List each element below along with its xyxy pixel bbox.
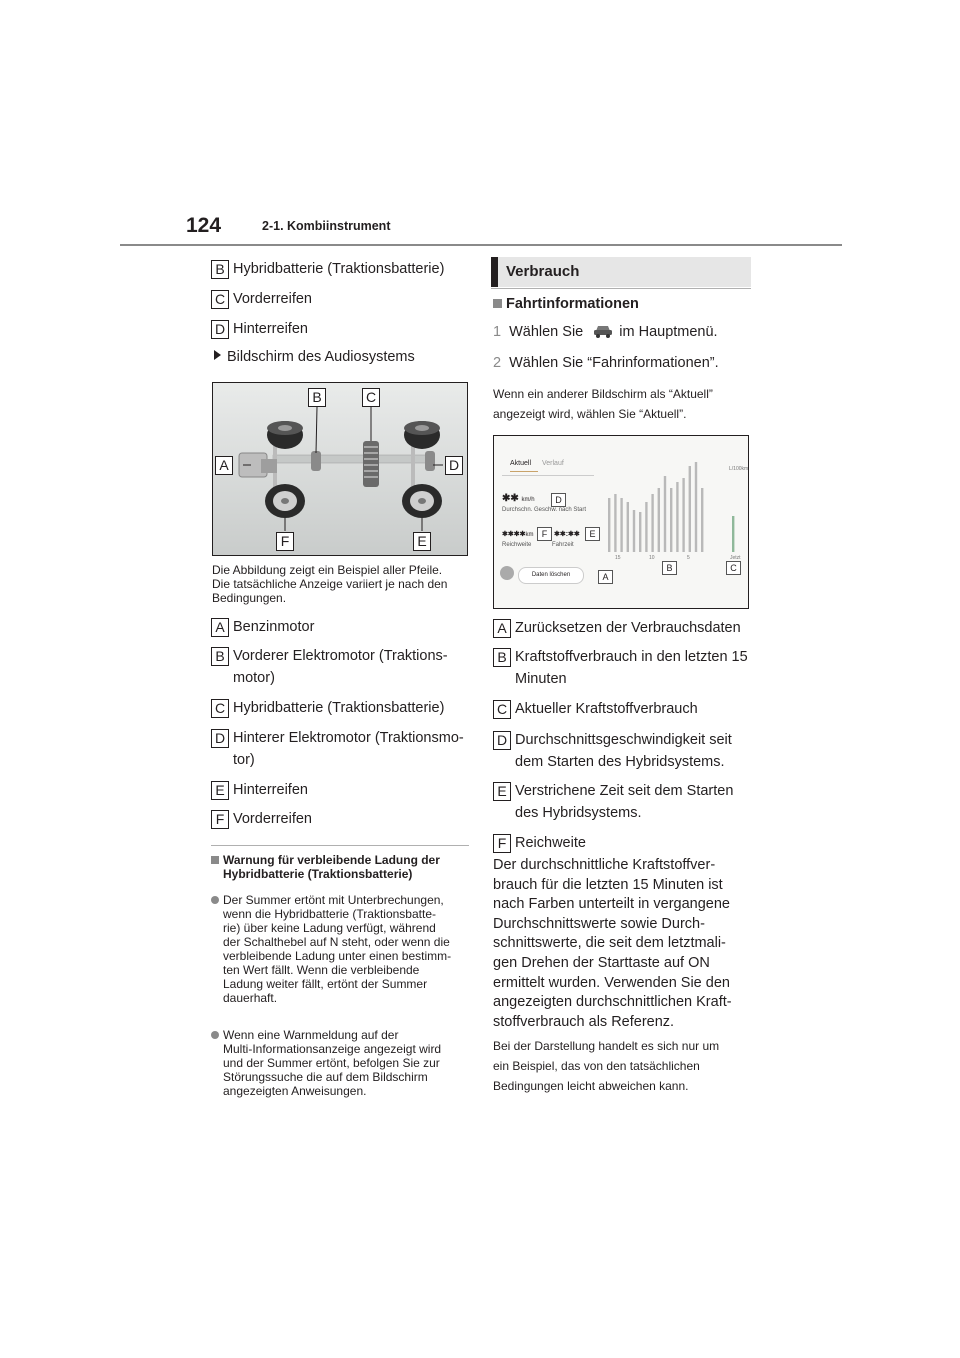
range-caption: Reichweite bbox=[502, 542, 532, 548]
screen-label-a: A bbox=[598, 570, 613, 584]
axis-label: 15 bbox=[615, 555, 621, 561]
legend-text: dem Starten des Hybridsystems. bbox=[515, 754, 725, 770]
legend-text: Hinterer Elektromotor (Traktionsmo- bbox=[233, 730, 464, 746]
paragraph-line: schnittswerte, die seit dem letztmali- bbox=[493, 935, 726, 952]
warning-heading-line: Hybridbatterie (Traktionsbatterie) bbox=[223, 867, 413, 881]
warning-heading-line: Warnung für verbleibende Ladung der bbox=[223, 853, 440, 867]
label-box: C bbox=[493, 700, 511, 719]
note-line: angezeigt wird, wählen Sie “Aktuell”. bbox=[493, 407, 687, 421]
front-right-wheel bbox=[404, 421, 440, 449]
consumption-bar bbox=[614, 494, 616, 552]
legend-text: Benzinmotor bbox=[233, 619, 315, 635]
triangle-icon bbox=[214, 350, 221, 360]
consumption-bar bbox=[682, 478, 684, 552]
warning-bullet bbox=[211, 1028, 475, 1098]
screen-label-d: D bbox=[551, 493, 566, 507]
consumption-bar bbox=[608, 498, 610, 552]
legend-item bbox=[493, 698, 753, 720]
legend-text: Minuten bbox=[515, 671, 567, 687]
note bbox=[493, 384, 713, 424]
legend-text: Zurücksetzen der Verbrauchsdaten bbox=[515, 620, 741, 636]
time-caption: Fahrzeit bbox=[552, 542, 574, 548]
figure-label-f: F bbox=[276, 532, 294, 551]
label-box: D bbox=[493, 731, 511, 750]
label-box: E bbox=[211, 781, 229, 800]
legend-text: Vorderer Elektromotor (Traktions- bbox=[233, 648, 448, 664]
screen-label-f: F bbox=[537, 527, 552, 541]
list-item-text: Vorderreifen bbox=[233, 291, 312, 307]
paragraph-line: brauch für die letzten 15 Minuten ist bbox=[493, 876, 723, 893]
section-underline bbox=[491, 288, 751, 289]
legend-text: Reichweite bbox=[515, 835, 586, 851]
consumption-bar bbox=[664, 476, 666, 552]
legend-text: des Hybridsystems. bbox=[515, 805, 642, 821]
label-box: F bbox=[211, 810, 229, 829]
rear-right-wheel bbox=[402, 484, 442, 518]
page-number: 124 bbox=[186, 214, 222, 237]
paragraph-line: Durchschnittswerte sowie Durch- bbox=[493, 915, 705, 932]
list-item bbox=[211, 318, 471, 340]
tab-verlauf: Verlauf bbox=[542, 460, 564, 467]
subheading-text: Fahrtinformationen bbox=[506, 296, 639, 312]
consumption-bar bbox=[645, 502, 647, 552]
label-box: B bbox=[211, 647, 229, 666]
consumption-bar bbox=[695, 462, 697, 552]
bullet-line: dauerhaft. bbox=[223, 991, 278, 1005]
legend-item bbox=[493, 780, 753, 824]
legend-text: Verstrichene Zeit seit dem Starten bbox=[515, 783, 734, 799]
time-value: ✱✱:✱✱ bbox=[554, 531, 580, 538]
bullet-line: verbleibende Ladung unter einen bestimm- bbox=[223, 949, 452, 963]
legend-text: Vorderreifen bbox=[233, 811, 312, 827]
label-box: C bbox=[211, 699, 229, 718]
legend-text: Aktueller Kraftstoffverbrauch bbox=[515, 701, 698, 717]
legend-text: Kraftstoffverbrauch in den letzten 15 bbox=[515, 649, 748, 665]
tab-underline bbox=[510, 471, 538, 472]
footnote-line: Bei der Darstellung handelt es sich nur um bbox=[493, 1039, 720, 1053]
speed-caption: Durchschn. Geschw. nach Start bbox=[502, 507, 587, 513]
axis-label: Jetzt bbox=[730, 555, 741, 561]
step-text: Wählen Sie bbox=[509, 324, 584, 340]
footnote-line: ein Beispiel, das von den tatsächlichen bbox=[493, 1059, 700, 1073]
figure-label-a: A bbox=[215, 456, 233, 475]
paragraph-line: nach Farben unterteilt in vergangene bbox=[493, 896, 730, 913]
consumption-bar bbox=[676, 482, 678, 552]
paragraph-line: angezeigten durchschnittlichen Kraft- bbox=[493, 994, 732, 1011]
list-item-text: Hinterreifen bbox=[233, 321, 308, 337]
caption-line: Bedingungen. bbox=[212, 591, 287, 605]
bullet-line: Störungssuche die auf dem Bildschirm bbox=[223, 1070, 428, 1084]
legend-item bbox=[493, 646, 753, 690]
bullet-dot-icon bbox=[211, 1031, 219, 1039]
paragraph-line: stoffverbrauch als Referenz. bbox=[493, 1013, 675, 1030]
audio-heading bbox=[214, 347, 415, 367]
label-box: A bbox=[493, 619, 511, 638]
legend-item bbox=[211, 616, 471, 638]
list-item-text: Hybridbatterie (Traktionsbatterie) bbox=[233, 261, 445, 277]
step-2 bbox=[493, 354, 719, 374]
label-box: E bbox=[493, 782, 511, 801]
legend-text: Hybridbatterie (Traktionsbatterie) bbox=[233, 700, 445, 716]
paragraph-line: Der durchschnittliche Kraftstoffver- bbox=[493, 857, 716, 873]
mic-icon[interactable] bbox=[500, 566, 514, 580]
tab-rule bbox=[502, 475, 594, 476]
legend-text: motor) bbox=[233, 670, 275, 686]
bullet-line: wenn die Hybridbatterie (Traktionsbatte- bbox=[223, 907, 436, 921]
consumption-bar bbox=[633, 510, 635, 552]
warning-bullet bbox=[211, 893, 475, 1005]
screen-label-b: B bbox=[662, 561, 677, 575]
consumption-bar bbox=[651, 494, 653, 552]
caption-line: Die tatsächliche Anzeige variiert je nach den bbox=[212, 577, 448, 591]
fuel-consumption-screen bbox=[493, 435, 749, 609]
speed-value bbox=[502, 493, 535, 504]
legend-text: Durchschnittsgeschwindigkeit seit bbox=[515, 732, 732, 748]
divider bbox=[211, 845, 469, 846]
range-unit: km bbox=[525, 532, 534, 538]
legend-text: tor) bbox=[233, 752, 255, 768]
legend-item bbox=[211, 808, 471, 830]
warning-heading bbox=[211, 853, 473, 881]
range-value bbox=[502, 530, 533, 538]
legend-item bbox=[211, 779, 471, 801]
powertrain-figure bbox=[212, 382, 468, 556]
speed-unit: km/h bbox=[521, 497, 535, 503]
powertrain-illustration bbox=[213, 383, 467, 555]
figure-label-c: C bbox=[362, 388, 380, 407]
rear-left-wheel bbox=[265, 484, 305, 518]
front-left-wheel bbox=[267, 421, 303, 449]
chapter-title: 2-1. Kombiinstrument bbox=[262, 219, 391, 233]
legend-text: Hinterreifen bbox=[233, 782, 308, 798]
legend-item bbox=[493, 729, 753, 773]
car-icon bbox=[593, 324, 613, 338]
list-item bbox=[211, 288, 471, 310]
tab-aktuell: Aktuell bbox=[510, 460, 532, 467]
bullet-dot-icon bbox=[211, 896, 219, 904]
list-item bbox=[211, 258, 471, 280]
bullet-line: Ladung weiter fällt, ertönt der Summer bbox=[223, 977, 428, 991]
legend-item bbox=[211, 645, 471, 689]
audio-heading-text: Bildschirm des Audiosystems bbox=[227, 349, 415, 365]
description-paragraph bbox=[493, 856, 755, 1032]
paragraph-line: gen Drehen der Starttaste auf ON bbox=[493, 954, 710, 971]
label-box: D bbox=[211, 320, 229, 339]
figure-label-b: B bbox=[308, 388, 326, 407]
step-number: 1 bbox=[493, 324, 502, 340]
subheading bbox=[493, 295, 639, 313]
figure-caption bbox=[212, 563, 474, 605]
label-box: F bbox=[493, 834, 511, 853]
step-1 bbox=[493, 323, 718, 343]
note-line: Wenn ein anderer Bildschirm als “Aktuell” bbox=[493, 387, 713, 401]
consumption-bar bbox=[689, 466, 691, 552]
legend-item bbox=[493, 832, 753, 854]
bullet-line: Multi-Informationsanzeige angezeigt wird bbox=[223, 1042, 442, 1056]
bullet-line: Wenn eine Warnmeldung auf der bbox=[223, 1028, 399, 1042]
label-box: B bbox=[211, 260, 229, 279]
consumption-bar bbox=[732, 516, 734, 552]
unit-label: L/100km bbox=[729, 466, 749, 472]
bullet-line: und der Summer ertönt, befolgen Sie zur bbox=[223, 1056, 440, 1070]
axis-label: 5 bbox=[687, 555, 690, 561]
figure-label-d: D bbox=[445, 456, 463, 475]
consumption-bar bbox=[620, 498, 622, 552]
section-title: Verbrauch bbox=[491, 257, 751, 287]
legend-item bbox=[211, 727, 471, 771]
figure-label-e: E bbox=[413, 532, 431, 551]
footnote bbox=[493, 1036, 719, 1096]
square-bullet-icon bbox=[211, 856, 219, 864]
axis-label: 10 bbox=[649, 555, 655, 561]
legend-item bbox=[211, 697, 471, 719]
clear-data-button[interactable]: Daten löschen bbox=[518, 567, 584, 584]
step-number: 2 bbox=[493, 355, 502, 371]
legend-item bbox=[493, 617, 753, 639]
consumption-bar bbox=[639, 512, 641, 552]
bullet-line: Der Summer ertönt mit Unterbrechungen, bbox=[223, 893, 444, 907]
consumption-bar bbox=[701, 488, 703, 552]
consumption-bars bbox=[604, 446, 744, 558]
footnote-line: Bedingungen leicht abweichen kann. bbox=[493, 1079, 689, 1093]
square-bullet-icon bbox=[493, 299, 502, 308]
bullet-line: rie) über keine Ladung verfügt, während bbox=[223, 921, 436, 935]
header-rule bbox=[120, 244, 842, 246]
label-box: D bbox=[211, 729, 229, 748]
bullet-line: der Schalthebel auf N steht, oder wenn die bbox=[223, 935, 450, 949]
consumption-bar bbox=[627, 502, 629, 552]
bar-chart-marks bbox=[608, 462, 734, 552]
speed-number: ✱✱ bbox=[502, 493, 519, 504]
screen-label-e: E bbox=[585, 527, 600, 541]
label-box: B bbox=[493, 648, 511, 667]
bullet-line: angezeigten Anweisungen. bbox=[223, 1084, 367, 1098]
step-text: im Hauptmenü. bbox=[619, 324, 718, 340]
screen-label-c: C bbox=[726, 561, 741, 575]
step-text: Wählen Sie “Fahrinformationen”. bbox=[509, 355, 719, 371]
range-number: ✱✱✱✱ bbox=[502, 531, 526, 538]
consumption-bar bbox=[658, 488, 660, 552]
consumption-bar bbox=[670, 488, 672, 552]
label-box: A bbox=[211, 618, 229, 637]
bullet-line: ten Wert fällt. Wenn die verbleibende bbox=[223, 963, 420, 977]
paragraph-line: ermittelt wurden. Verwenden Sie den bbox=[493, 974, 730, 991]
label-box: C bbox=[211, 290, 229, 309]
caption-line: Die Abbildung zeigt ein Beispiel aller Pfeile. bbox=[212, 563, 443, 577]
